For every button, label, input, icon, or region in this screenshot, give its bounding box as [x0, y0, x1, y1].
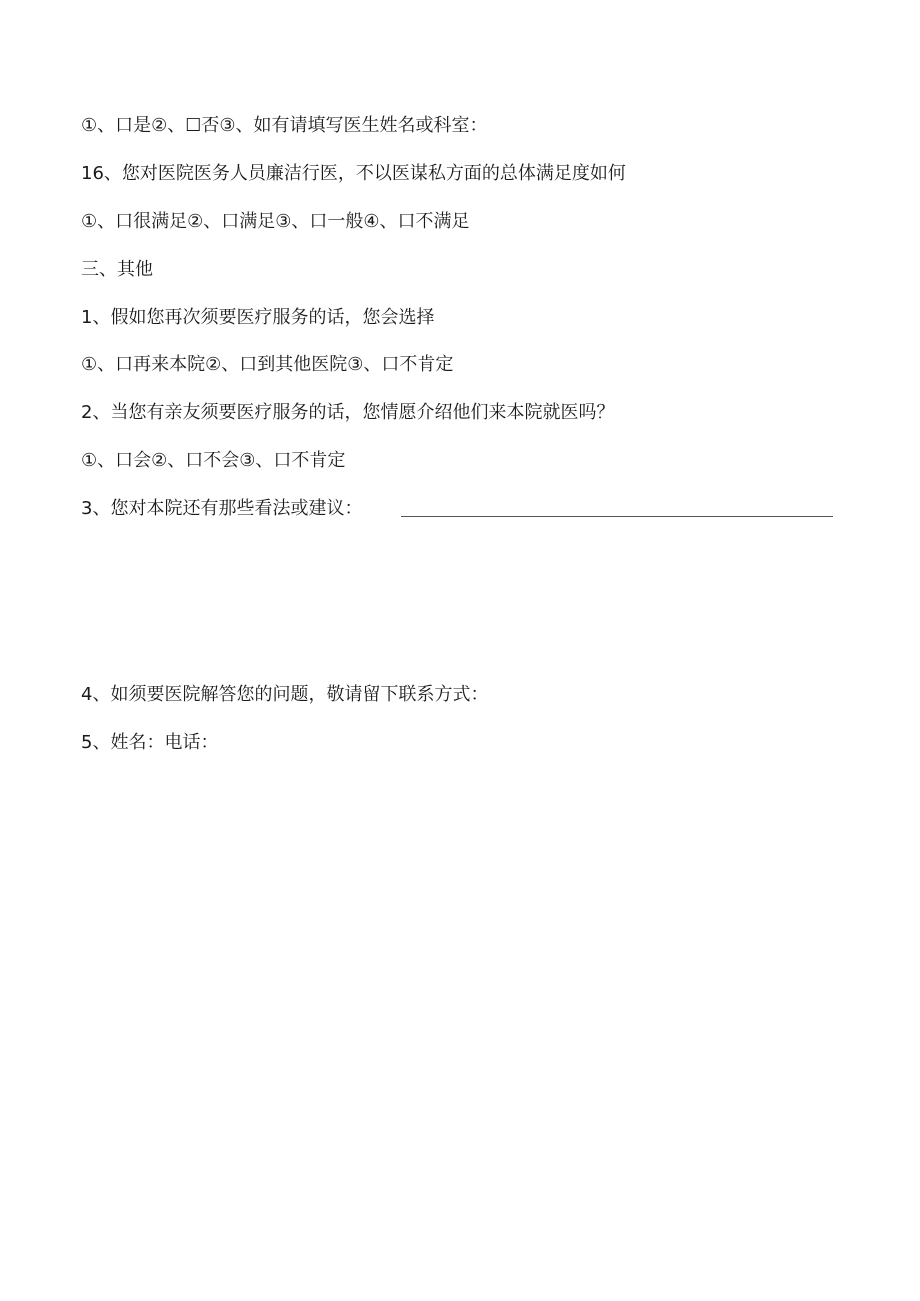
suggestion-blank-line[interactable] — [401, 516, 833, 517]
other-q2-options-line: ①、口会②、口不会③、口不肯定 — [81, 450, 346, 471]
q15-options-line: ①、口是②、☐否③、如有请填写医生姓名或科室： — [81, 115, 488, 136]
contact-name-phone-line: 5、姓名：电话： — [81, 732, 219, 753]
other-q4-question: 4、如须要医院解答您的问题，敬请留下联系方式： — [81, 684, 489, 705]
q16-options-line: ①、口很满足②、口满足③、口一般④、口不满足 — [81, 211, 470, 232]
other-q1-options-line: ①、口再来本院②、口到其他医院③、口不肯定 — [81, 354, 454, 375]
q16-question: 16、您对医院医务人员廉洁行医，不以医谋私方面的总体满足度如何 — [81, 163, 626, 184]
other-q2-question: 2、当您有亲友须要医疗服务的话，您情愿介绍他们来本院就医吗？ — [81, 402, 615, 423]
other-q1-question: 1、假如您再次须要医疗服务的话，您会选择 — [81, 307, 435, 328]
section-heading-other: 三、其他 — [81, 259, 153, 280]
other-q3-question: 3、您对本院还有那些看法或建议： — [81, 498, 363, 519]
